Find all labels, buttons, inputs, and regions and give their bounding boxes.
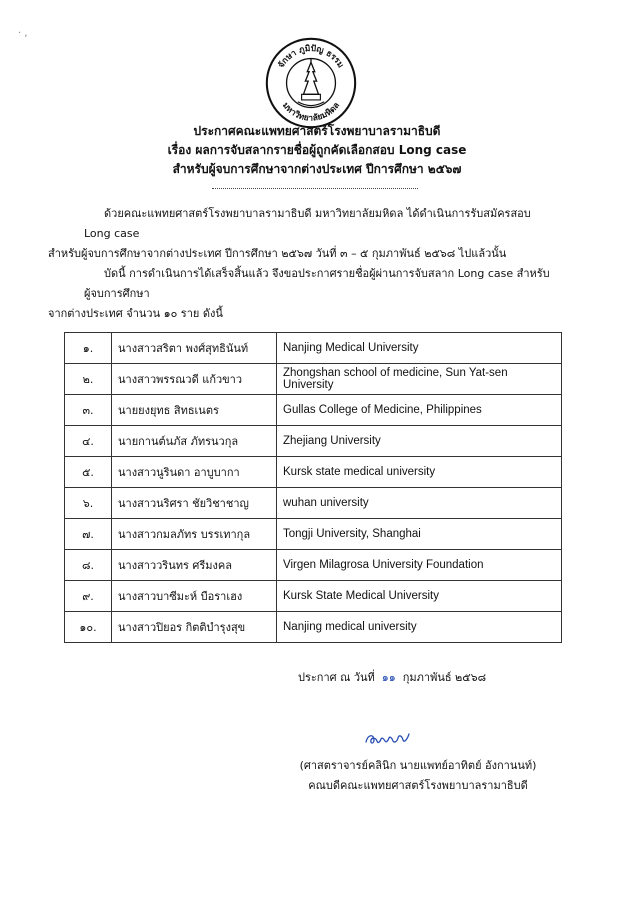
announcement-day: ๑๑	[381, 671, 396, 684]
row-number: ๑๐.	[65, 612, 112, 643]
table-row	[65, 612, 562, 643]
candidate-university: Kursk state medical university	[277, 457, 562, 488]
candidate-university: Virgen Milagrosa University Foundation	[277, 550, 562, 581]
candidate-name: นางสาวนูรินดา อาบูบากา	[112, 457, 277, 488]
candidate-university: Zhongshan school of medicine, Sun Yat-sen University	[277, 364, 562, 395]
seal-top-text: จักษา ภูมิปัญ ธรรม	[275, 42, 347, 70]
candidate-name: นายยงยุทธ สิทธเนตร	[112, 395, 277, 426]
paragraph-result-line1: บัดนี้ การดำเนินการได้เสร็จสิ้นแล้ว จึงขอประกาศรายชื่อผู้ผ่านการจับสลาก Long case สำหรับผู้จบการศึกษา	[84, 267, 550, 300]
candidate-name: นายกานต์นภัส ภัทรนวกุล	[112, 426, 277, 457]
signer-position: คณบดีคณะแพทยศาสตร์โรงพยาบาลรามาธิบดี	[308, 779, 528, 792]
announcement-date-prefix: ประกาศ ณ วันที่	[298, 671, 375, 684]
candidate-name: นางสาวกมลภัทร บรรเทากุล	[112, 519, 277, 550]
candidate-university: Nanjing Medical University	[277, 333, 562, 364]
scan-marks: · ,	[18, 28, 28, 39]
row-number: ๖.	[65, 488, 112, 519]
candidate-name: นางสาวสริตา พงศ์สุทธินันท์	[112, 333, 277, 364]
row-number: ๓.	[65, 395, 112, 426]
table-row	[65, 488, 562, 519]
row-number: ๙.	[65, 581, 112, 612]
announcement-subject: เรื่อง ผลการจับสลากรายชื่อผู้ถูกคัดเลือกสอบ Long case	[167, 143, 467, 157]
announcement-date	[298, 668, 486, 686]
seal-bottom-text: มหาวิทยาลัยมหิดล	[280, 100, 342, 123]
candidate-university: Gullas College of Medicine, Philippines	[277, 395, 562, 426]
announcement-month-year: กุมภาพันธ์ ๒๕๖๘	[402, 671, 487, 684]
table-row	[65, 581, 562, 612]
table-row	[65, 395, 562, 426]
row-number: ๘.	[65, 550, 112, 581]
candidate-university: wuhan university	[277, 488, 562, 519]
announcement-scope: สำหรับผู้จบการศึกษาจากต่างประเทศ ปีการศึกษา ๒๕๖๗	[172, 162, 462, 176]
candidate-name: นางสาววรินทร ศรีมงคล	[112, 550, 277, 581]
selected-candidates-table	[64, 332, 562, 643]
paragraph-intro-line1: ด้วยคณะแพทยศาสตร์โรงพยาบาลรามาธิบดี มหาวิทยาลัยมหิดล ได้ดำเนินการรับสมัครสอบ Long case	[84, 207, 531, 240]
paragraph-intro	[48, 204, 554, 264]
candidate-name: นางสาวบาซีมะห์ บือราเฮง	[112, 581, 277, 612]
table-row	[65, 519, 562, 550]
table-row	[65, 426, 562, 457]
dotted-divider	[212, 188, 418, 189]
candidate-university: Kursk State Medical University	[277, 581, 562, 612]
paragraph-result-line2: จากต่างประเทศ จำนวน ๑๐ ราย ดังนี้	[48, 307, 223, 320]
candidate-university: Tongji University, Shanghai	[277, 519, 562, 550]
candidate-name: นางสาวปิยอร กิตติบำรุงสุข	[112, 612, 277, 643]
candidate-name: นางสาวพรรณวดี แก้วขาว	[112, 364, 277, 395]
signer-block	[268, 756, 568, 796]
paragraph-intro-line2: สำหรับผู้จบการศึกษาจากต่างประเทศ ปีการศึกษา ๒๕๖๗ วันที่ ๓ – ๕ กุมภาพันธ์ ๒๕๖๘ ไปแล้วนั้น	[48, 247, 507, 260]
candidate-university: Zhejiang University	[277, 426, 562, 457]
svg-text:มหาวิทยาลัยมหิดล	[281, 100, 342, 122]
candidate-university: Nanjing medical university	[277, 612, 562, 643]
row-number: ๕.	[65, 457, 112, 488]
row-number: ๗.	[65, 519, 112, 550]
table-row	[65, 364, 562, 395]
announcement-title: ประกาศคณะแพทยศาสตร์โรงพยาบาลรามาธิบดี	[193, 124, 441, 138]
university-seal-icon	[264, 36, 358, 130]
table-row	[65, 333, 562, 364]
table-row	[65, 550, 562, 581]
title-block	[0, 122, 634, 179]
signature-icon	[362, 728, 412, 750]
row-number: ๔.	[65, 426, 112, 457]
row-number: ๒.	[65, 364, 112, 395]
table-row	[65, 457, 562, 488]
paragraph-result	[48, 264, 554, 324]
candidate-name: นางสาวนริศรา ชัยวิชาชาญ	[112, 488, 277, 519]
signer-name: (ศาสตราจารย์คลินิก นายแพทย์อาทิตย์ อังกานนท์)	[299, 759, 537, 772]
row-number: ๑.	[65, 333, 112, 364]
